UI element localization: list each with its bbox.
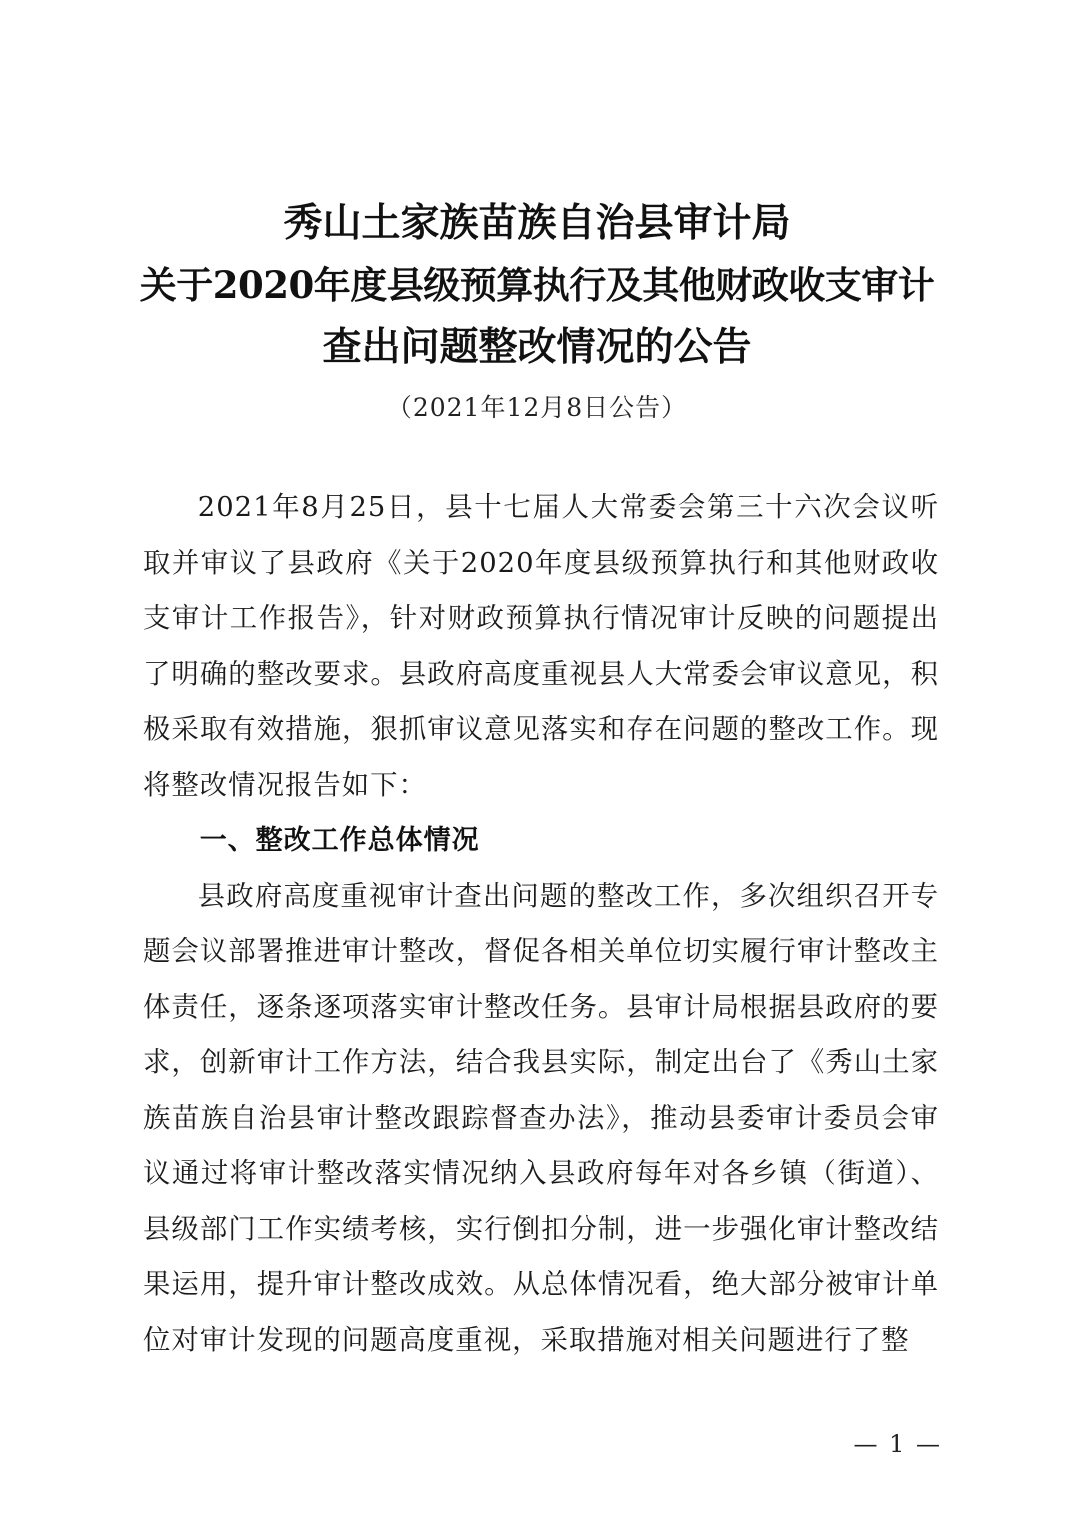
title-line-3: 查出问题整改情况的公告 [322, 324, 752, 370]
section-heading-1: 一、整改工作总体情况 [199, 825, 480, 856]
page-number: — 1 — [853, 1430, 942, 1458]
document-body [143, 480, 939, 1368]
title-line-1: 秀山土家族苗族自治县审计局 [283, 200, 791, 246]
intro-paragraph: 2021年8月25日，县十七届人大常委会第三十六次会议听取并审议了县政府《关于2020年度县级预算执行和其他财政收支审计工作报告》，针对财政预算执行情况审计反映的问题提出了明确的整改要求。县政府高度重视县人大常委会审议意见，积极采取有效措施，狠抓审议意见落实和存在问题的整改工作。现将整改情况报告如下： [143, 492, 939, 801]
title-block [100, 192, 974, 428]
title-line-2: 关于2020年度县级预算执行及其他财政收支审计 [139, 263, 935, 307]
section-1-paragraph: 县政府高度重视审计查出问题的整改工作，多次组织召开专题会议部署推进审计整改，督促各相关单位切实履行审计整改主体责任，逐条逐项落实审计整改任务。县审计局根据县政府的要求，创新审计工作方法，结合我县实际，制定出台了《秀山土家族苗族自治县审计整改跟踪督查办法》，推动县委审计委员会审议通过将审计整改落实情况纳入县政府每年对各乡镇（街道）、县级部门工作实绩考核，实行倒扣分制，进一步强化审计整改结果运用，提升审计整改成效。从总体情况看，绝大部分被审计单位对审计发现的问题高度重视，采取措施对相关问题进行了整 [143, 880, 939, 1356]
announcement-date: （2021年12月8日公告） [386, 393, 688, 422]
